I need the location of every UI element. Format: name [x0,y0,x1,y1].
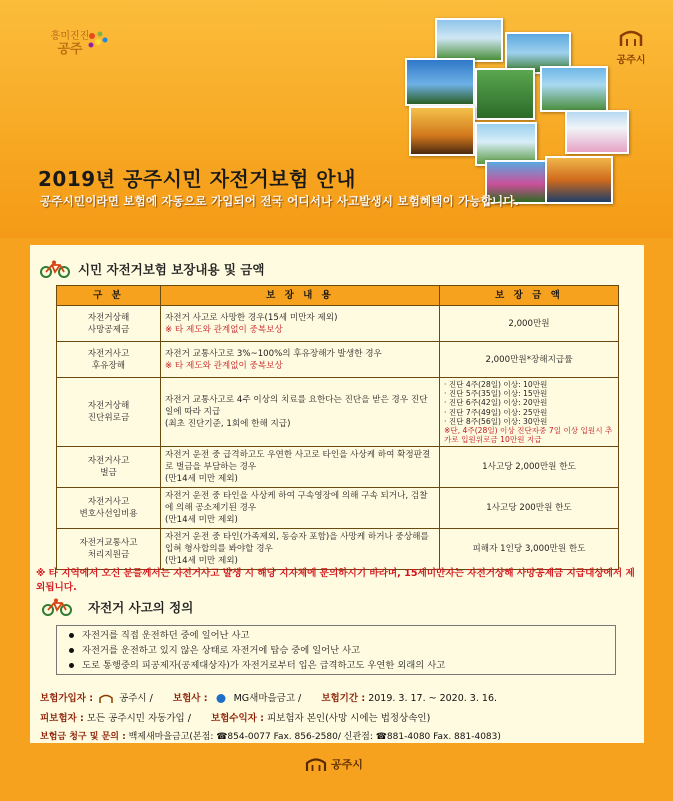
row-amount: 1사고당 200만원 한도 [440,488,619,529]
row-category: 자전거상해 사망공제금 [57,306,161,342]
footer-logo-text: 공주시 [331,758,363,771]
content-main: 자전거 운전 중 급격하고도 우연한 사고로 타인을 사상케 하여 확정판결로 벌금을 부담하는 경우 [165,450,431,473]
bicycle-icon [42,598,72,616]
emblem-label: 공주시 [616,55,646,66]
flower-dots-icon [86,30,110,54]
city-slogan: 흥미진진 [50,31,90,42]
row-content [161,378,440,447]
row-content [161,306,440,342]
row-amount-list [440,378,619,447]
definition-section-title: 자전거 사고의 정의 [88,600,194,615]
content-note: (만14세 미만 제외) [165,556,238,567]
claim-label: 보험금 청구 및 문의 : [40,732,126,742]
bullet-icon [69,648,74,653]
coverage-section-title: 시민 자전거보험 보장내용 및 금액 [78,262,265,277]
info-line-1 [40,690,497,704]
table-row [57,342,619,378]
amount-list-item: · 진단 7주(49일) 이상: 25만원 [444,407,548,417]
beneficiary-value: 모든 공주시민 자동가입 / [86,713,191,724]
photo-landscape [475,68,535,120]
mg-logo-icon [214,693,228,704]
period-label: 보험기간 : [321,693,366,704]
content-note: (만14세 미만 제외) [165,474,238,485]
table-row [57,529,619,570]
column-header: 보 장 내 용 [161,286,440,306]
row-category: 자전거교통사고 처리지원금 [57,529,161,570]
list-item [69,643,615,658]
period-value: 2019. 3. 17. ~ 2020. 3. 16. [368,693,498,704]
list-item [69,628,615,643]
info-line-2 [40,710,430,724]
gate-emblem-icon [305,756,327,772]
definition-list [56,625,616,675]
table-row [57,378,619,447]
row-category: 자전거사고 변호사선임비용 [57,488,161,529]
row-amount: 2,000만원 [440,306,619,342]
insured-label: 보험가입자 : [40,693,93,704]
amount-list-note: ※단, 4주(28일) 이상 진단자중 7일 이상 입원시 추가로 입원위로금 10만원 지급 [444,426,613,445]
gate-emblem-icon [99,693,113,704]
footer-logo [305,756,363,772]
gongju-city-logo [30,30,110,75]
definition-section-heading [42,598,193,616]
table-row [57,447,619,488]
row-category: 자전거사고 후유장해 [57,342,161,378]
city-name: 공주 [57,42,83,57]
info-line-3 [40,729,501,742]
list-item-text: 자전거를 직접 운전하던 중에 일어난 사고 [82,630,250,641]
photo-landscape [540,66,608,112]
content-main: 자전거 교통사고로 4주 이상의 치료를 요한다는 진단을 받은 경우 진단일에 따라 지급 [165,395,428,418]
row-content [161,447,440,488]
photo-flowers [565,110,629,154]
row-amount: 1사고당 2,000만원 한도 [440,447,619,488]
photo-sunset [545,156,613,204]
content-main: 자전거 운전 중 타인(가족제외, 동승자 포함)을 사망케 하거나 중상해를 입혀 형사합의를 봐야할 경우 [165,532,429,555]
insured-value: 공주시 / [119,693,153,704]
bicycle-icon [40,260,70,278]
coverage-table [56,285,619,570]
amount-list-item: · 진단 4주(28일) 이상: 10만원 [444,380,548,389]
list-item-text: 자전거를 운전하고 있지 않은 상태로 자전거에 탑승 중에 일어난 사고 [82,645,361,656]
page-subtitle: 공주시민이라면 보험에 자동으로 가입되어 전국 어디서나 사고발생시 보험혜택이 가능합니다. [40,194,520,208]
row-amount: 피해자 1인당 3,000만원 한도 [440,529,619,570]
list-item [69,658,615,673]
content-main: 자전거 사고로 사망한 경우(15세 미만자 제외) [165,312,338,323]
photo-landscape [405,58,475,106]
insurer-label: 보험사 : [172,693,208,704]
page-title: 2019년 공주시민 자전거보험 안내 [38,167,356,191]
photo-landscape [435,18,503,62]
list-item-text: 도로 통행중의 피공제자(공제대상자)가 자전거로부터 입은 급격하고도 우연한 외래의 사고 [82,660,446,671]
content-note: ※ 타 제도와 관계없이 중복보상 [165,360,283,371]
table-row [57,306,619,342]
recipient-label: 보험수익자 : [210,713,264,724]
content-note: (만14세 미만 제외) [165,515,238,526]
row-content [161,342,440,378]
bullet-icon [69,633,74,638]
row-amount: 2,000만원*장해지급률 [440,342,619,378]
row-content [161,488,440,529]
column-header: 보 장 금 액 [440,286,619,306]
table-row [57,488,619,529]
recipient-value: 피보험자 본인(사망 시에는 법정상속인) [266,713,431,724]
amount-list-item: · 진단 8주(56일) 이상: 30만원 [444,416,548,426]
beneficiary-label: 피보험자 : [40,713,84,724]
insurer-value: MG새마을금고 / [233,693,302,704]
bullet-icon [69,663,74,668]
amount-list-item: · 진단 6주(42일) 이상: 20만원 [444,398,548,408]
column-header: 구 분 [57,286,161,306]
photo-collage [405,18,630,208]
warning-note: ※ 타 지역에서 오신 분들께서는 자전거사고 발생 시 해당 지자체에 문의하시기 바라며, 15세미만자는 자전거상해 사망공제금 지급대상에서 제외됩니다. [36,568,635,593]
content-main: 자전거 교통사고로 3%~100%의 후유장해가 발생한 경우 [165,348,382,359]
table-header-row [57,286,619,306]
content-note: (최초 진단기준, 1회에 한해 지급) [165,419,291,430]
row-category: 자전거상해 진단위로금 [57,378,161,447]
row-content [161,529,440,570]
claim-value: 백제새마을금고(본점: ☎854-0077 Fax. 856-2580/ 신관점: ☎881-4080 Fax. 881-4083) [128,732,501,742]
content-note: ※ 타 제도와 관계없이 중복보상 [165,324,283,335]
content-main: 자전거 운전 중 타인을 사상케 하여 구속영장에 의해 구속 되거나, 검찰에 의해 공소제기된 경우 [165,491,428,514]
amount-list-item: · 진단 5주(35일) 이상: 15만원 [444,389,548,399]
row-category: 자전거사고 벌금 [57,447,161,488]
photo-sunset [409,106,475,156]
coverage-section-heading [40,260,264,278]
